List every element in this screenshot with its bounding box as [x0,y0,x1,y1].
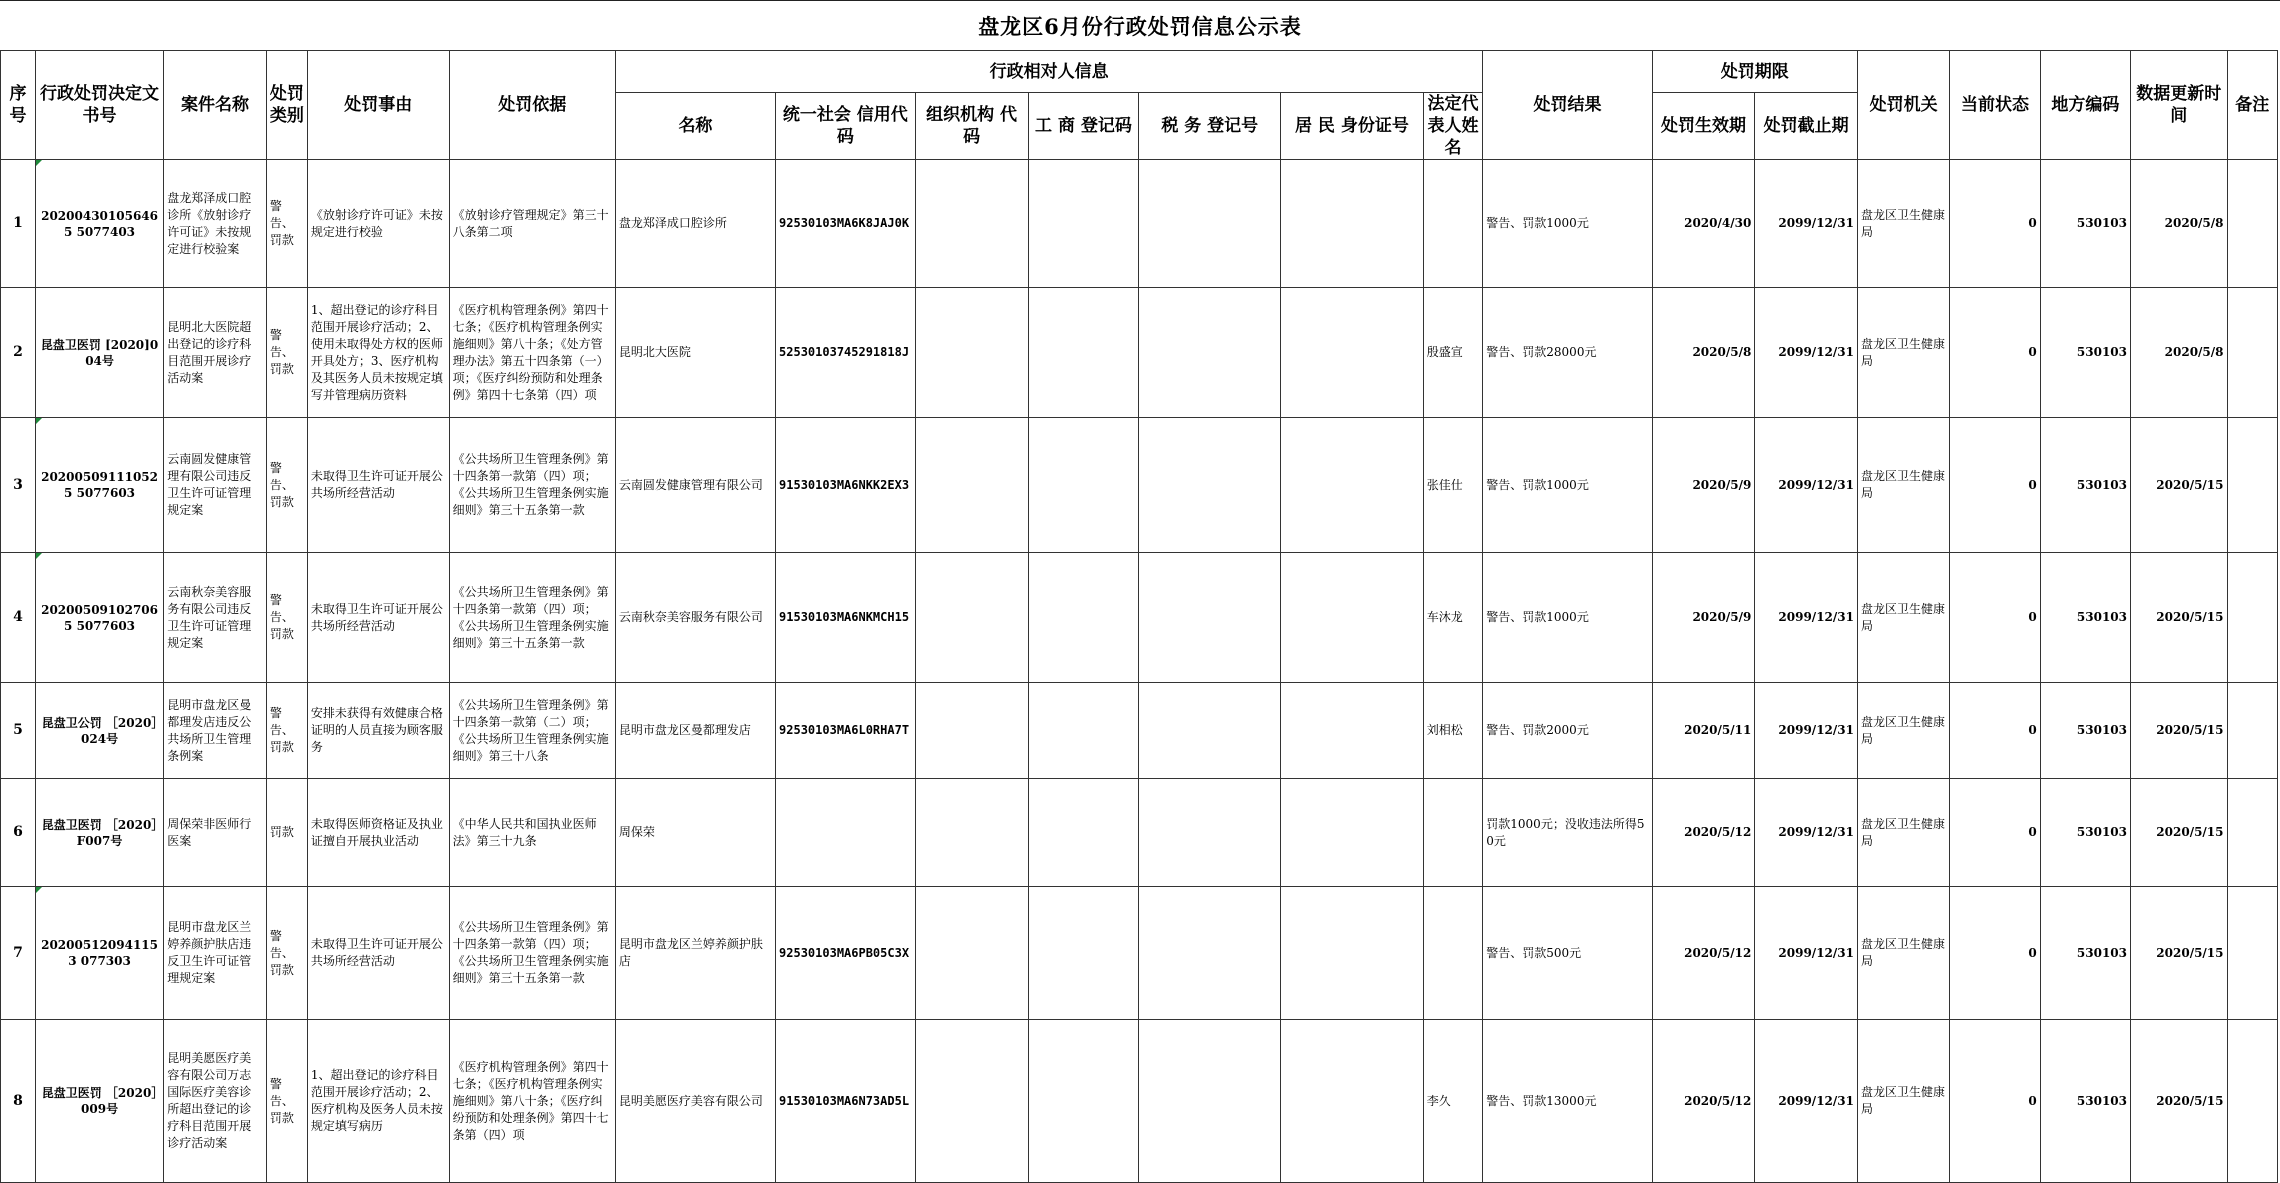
cell-org-code[interactable] [915,779,1028,887]
cell-id-no[interactable] [1281,683,1424,779]
comment-marker-icon [36,418,42,424]
cell-status[interactable]: 0 [1950,288,2040,418]
cell-region[interactable]: 530103 [2040,288,2130,418]
cell-updated[interactable]: 2020/5/8 [2131,160,2228,288]
cell-result[interactable]: 警告、罚款1000元 [1483,418,1652,553]
cell-basis[interactable]: 《公共场所卫生管理条例》第十四条第一款第（四）项；《公共场所卫生管理条例实施细则》第三十五条第一款 [449,887,615,1020]
table-row [1,288,2278,418]
cell-category[interactable]: 罚款 [266,779,307,887]
cell-result[interactable]: 警告、罚款1000元 [1483,553,1652,683]
cell-reason[interactable]: 安排未获得有效健康合格证明的人员直接为顾客服务 [307,683,449,779]
cell-start[interactable]: 2020/5/12 [1652,1020,1755,1183]
cell-party-name[interactable]: 盘龙郑泽成口腔诊所 [615,160,775,288]
cell-party-name[interactable]: 昆明市盘龙区兰婷养颜护肤店 [615,887,775,1020]
cell-credit-code[interactable]: 52530103745291818J [776,288,916,418]
cell-authority[interactable]: 盘龙区卫生健康局 [1857,160,1949,288]
cell-case-name[interactable]: 云南秋奈美容服务有限公司违反卫生许可证管理规定案 [164,553,267,683]
cell-credit-code[interactable]: 91530103MA6NKK2EX3 [776,418,916,553]
cell-status[interactable]: 0 [1950,779,2040,887]
header-org-code[interactable]: 组织机构 代 码 [915,93,1028,160]
cell-case-name[interactable]: 昆明北大医院超出登记的诊疗科目范围开展诊疗活动案 [164,288,267,418]
cell-biz-reg[interactable] [1028,1020,1139,1183]
cell-org-code[interactable] [915,553,1028,683]
cell-id-no[interactable] [1281,887,1424,1020]
table-row [1,160,2278,288]
title-row [0,0,2280,51]
header-region[interactable]: 地方编码 [2040,51,2130,160]
cell-seq[interactable]: 2 [1,288,36,418]
header-biz-reg[interactable]: 工 商 登记码 [1028,93,1139,160]
cell-doc-no[interactable]: 昆盘卫医罚 ［2020］F007号 [35,779,163,887]
cell-region[interactable]: 530103 [2040,160,2130,288]
cell-doc-no[interactable] [35,887,163,1020]
cell-reason[interactable]: 未取得医师资格证及执业证擅自开展执业活动 [307,779,449,887]
cell-reason[interactable]: 1、超出登记的诊疗科目范围开展诊疗活动；2、医疗机构及医务人员未按规定填写病历 [307,1020,449,1183]
cell-credit-code[interactable]: 92530103MA6K8JAJ0K [776,160,916,288]
cell-credit-code[interactable]: 91530103MA6N73AD5L [776,1020,916,1183]
cell-doc-no-text: 202005120941153 077303 [41,938,158,968]
cell-result[interactable]: 警告、罚款2000元 [1483,683,1652,779]
header-authority[interactable]: 处罚机关 [1857,51,1949,160]
cell-end[interactable]: 2099/12/31 [1755,553,1858,683]
cell-result[interactable]: 罚款1000元；没收违法所得50元 [1483,779,1652,887]
cell-party-name[interactable]: 周保荣 [615,779,775,887]
cell-remark[interactable] [2227,288,2277,418]
cell-id-no[interactable] [1281,553,1424,683]
header-party-group[interactable]: 行政相对人信息 [615,51,1482,93]
cell-remark[interactable] [2227,779,2277,887]
header-legal-rep[interactable]: 法定代表人姓名 [1423,93,1483,160]
cell-authority[interactable]: 盘龙区卫生健康局 [1857,418,1949,553]
cell-tax-reg[interactable] [1139,779,1281,887]
cell-authority[interactable]: 盘龙区卫生健康局 [1857,1020,1949,1183]
cell-status[interactable]: 0 [1950,1020,2040,1183]
cell-start[interactable]: 2020/5/12 [1652,887,1755,1020]
cell-doc-no[interactable]: 昆盘卫医罚 [2020]004号 [35,288,163,418]
cell-updated[interactable]: 2020/5/15 [2131,553,2228,683]
cell-end[interactable]: 2099/12/31 [1755,1020,1858,1183]
header-remark[interactable]: 备注 [2227,51,2277,160]
cell-authority[interactable]: 盘龙区卫生健康局 [1857,288,1949,418]
cell-biz-reg[interactable] [1028,418,1139,553]
cell-id-no[interactable] [1281,418,1424,553]
cell-biz-reg[interactable] [1028,887,1139,1020]
cell-updated[interactable]: 2020/5/15 [2131,683,2228,779]
cell-start[interactable]: 2020/4/30 [1652,160,1755,288]
cell-case-name[interactable]: 盘龙郑泽成口腔诊所《放射诊疗许可证》未按规定进行校验案 [164,160,267,288]
penalty-table [0,50,2278,1183]
table-row [1,1020,2278,1183]
table-row [1,887,2278,1020]
cell-seq[interactable]: 4 [1,553,36,683]
cell-doc-no[interactable] [35,553,163,683]
cell-biz-reg[interactable] [1028,160,1139,288]
cell-result[interactable]: 警告、罚款28000元 [1483,288,1652,418]
table-row [1,418,2278,553]
cell-doc-no[interactable]: 昆盘卫公罚 ［2020］024号 [35,683,163,779]
header-doc-no[interactable]: 行政处罚决定文书号 [35,51,163,160]
cell-status[interactable]: 0 [1950,683,2040,779]
cell-region[interactable]: 530103 [2040,553,2130,683]
header-updated[interactable]: 数据更新时间 [2131,51,2228,160]
cell-biz-reg[interactable] [1028,683,1139,779]
header-party-name[interactable]: 名称 [615,93,775,160]
cell-doc-no[interactable] [35,160,163,288]
cell-reason[interactable]: 未取得卫生许可证开展公共场所经营活动 [307,887,449,1020]
cell-legal-rep[interactable] [1423,160,1483,288]
cell-reason[interactable]: 未取得卫生许可证开展公共场所经营活动 [307,418,449,553]
table-row [1,553,2278,683]
cell-status[interactable]: 0 [1950,418,2040,553]
cell-id-no[interactable] [1281,288,1424,418]
cell-party-name[interactable]: 昆明市盘龙区曼都理发店 [615,683,775,779]
cell-party-name[interactable]: 昆明美愿医疗美容有限公司 [615,1020,775,1183]
cell-remark[interactable] [2227,1020,2277,1183]
cell-doc-no[interactable] [35,418,163,553]
cell-remark[interactable] [2227,418,2277,553]
cell-org-code[interactable] [915,683,1028,779]
cell-authority[interactable]: 盘龙区卫生健康局 [1857,553,1949,683]
comment-marker-icon [36,160,42,166]
cell-status[interactable]: 0 [1950,160,2040,288]
cell-basis[interactable]: 《公共场所卫生管理条例》第十四条第一款第（四）项；《公共场所卫生管理条例实施细则》第三十五条第一款 [449,418,615,553]
cell-category[interactable]: 警告、罚款 [266,160,307,288]
cell-legal-rep[interactable]: 车沐龙 [1423,553,1483,683]
cell-biz-reg[interactable] [1028,553,1139,683]
cell-updated[interactable]: 2020/5/15 [2131,887,2228,1020]
cell-updated[interactable]: 2020/5/15 [2131,418,2228,553]
cell-updated[interactable]: 2020/5/15 [2131,1020,2228,1183]
header-status[interactable]: 当前状态 [1950,51,2040,160]
cell-biz-reg[interactable] [1028,288,1139,418]
cell-basis[interactable]: 《医疗机构管理条例》第四十七条；《医疗机构管理条例实施细则》第八十条；《处方管理办法》第五十四条第（一）项；《医疗纠纷预防和处理条例》第四十七条第（四）项 [449,288,615,418]
cell-updated[interactable]: 2020/5/8 [2131,288,2228,418]
header-seq[interactable]: 序号 [1,51,36,160]
cell-reason[interactable]: 《放射诊疗许可证》未按规定进行校验 [307,160,449,288]
cell-status[interactable]: 0 [1950,887,2040,1020]
cell-category[interactable]: 警告、罚款 [266,887,307,1020]
cell-category[interactable]: 警告、罚款 [266,553,307,683]
table-row [1,683,2278,779]
cell-remark[interactable] [2227,683,2277,779]
cell-end[interactable]: 2099/12/31 [1755,418,1858,553]
cell-end[interactable]: 2099/12/31 [1755,887,1858,1020]
table-body [1,160,2278,1183]
comment-marker-icon [36,887,42,893]
cell-start[interactable]: 2020/5/12 [1652,779,1755,887]
cell-legal-rep[interactable]: 刘相松 [1423,683,1483,779]
cell-credit-code[interactable]: 92530103MA6L0RHA7T [776,683,916,779]
cell-org-code[interactable] [915,160,1028,288]
cell-authority[interactable]: 盘龙区卫生健康局 [1857,887,1949,1020]
header-basis[interactable]: 处罚依据 [449,51,615,160]
cell-credit-code[interactable]: 92530103MA6PB05C3X [776,887,916,1020]
cell-updated[interactable]: 2020/5/15 [2131,779,2228,887]
cell-legal-rep[interactable]: 李久 [1423,1020,1483,1183]
cell-legal-rep[interactable] [1423,779,1483,887]
cell-result[interactable]: 警告、罚款1000元 [1483,160,1652,288]
cell-category[interactable]: 警告、罚款 [266,683,307,779]
cell-status[interactable]: 0 [1950,553,2040,683]
cell-party-name[interactable]: 云南圆发健康管理有限公司 [615,418,775,553]
header-tax-reg[interactable]: 税 务 登记号 [1139,93,1281,160]
cell-seq[interactable]: 5 [1,683,36,779]
cell-start[interactable]: 2020/5/11 [1652,683,1755,779]
cell-result[interactable]: 警告、罚款500元 [1483,887,1652,1020]
cell-doc-no[interactable]: 昆盘卫医罚 ［2020］009号 [35,1020,163,1183]
cell-case-name[interactable]: 周保荣非医师行医案 [164,779,267,887]
cell-region[interactable]: 530103 [2040,779,2130,887]
cell-end[interactable]: 2099/12/31 [1755,288,1858,418]
cell-tax-reg[interactable] [1139,418,1281,553]
cell-result[interactable]: 警告、罚款13000元 [1483,1020,1652,1183]
cell-end[interactable]: 2099/12/31 [1755,160,1858,288]
cell-seq[interactable]: 6 [1,779,36,887]
cell-category[interactable]: 警告、罚款 [266,288,307,418]
cell-case-name[interactable]: 昆明市盘龙区兰婷养颜护肤店违反卫生许可证管理规定案 [164,887,267,1020]
cell-id-no[interactable] [1281,1020,1424,1183]
cell-seq[interactable]: 3 [1,418,36,553]
cell-basis[interactable]: 《放射诊疗管理规定》第三十八条第二项 [449,160,615,288]
cell-seq[interactable]: 1 [1,160,36,288]
header-start[interactable]: 处罚生效期 [1652,93,1755,160]
cell-org-code[interactable] [915,288,1028,418]
cell-org-code[interactable] [915,1020,1028,1183]
cell-basis[interactable]: 《公共场所卫生管理条例》第十四条第一款第（四）项；《公共场所卫生管理条例实施细则》第三十五条第一款 [449,553,615,683]
cell-legal-rep[interactable] [1423,887,1483,1020]
cell-end[interactable]: 2099/12/31 [1755,779,1858,887]
header-category[interactable]: 处罚类别 [266,51,307,160]
page-title: 盘龙区6月份行政处罚信息公示表 [978,14,1302,39]
cell-start[interactable]: 2020/5/9 [1652,418,1755,553]
cell-credit-code[interactable] [776,779,916,887]
cell-biz-reg[interactable] [1028,779,1139,887]
comment-marker-icon [36,553,42,559]
table-row [1,779,2278,887]
cell-reason[interactable]: 未取得卫生许可证开展公共场所经营活动 [307,553,449,683]
cell-region[interactable]: 530103 [2040,887,2130,1020]
cell-case-name[interactable]: 昆明市盘龙区曼都理发店违反公共场所卫生管理条例案 [164,683,267,779]
cell-tax-reg[interactable] [1139,553,1281,683]
header-period-group[interactable]: 处罚期限 [1652,51,1857,93]
cell-legal-rep[interactable]: 殷盛宣 [1423,288,1483,418]
cell-tax-reg[interactable] [1139,160,1281,288]
cell-org-code[interactable] [915,418,1028,553]
cell-doc-no-text: 202005091027065 5077603 [41,602,158,633]
cell-doc-no-text: 202004301056465 5077403 [41,208,158,239]
cell-doc-no-text: 202005091110525 5077603 [41,470,158,500]
cell-tax-reg[interactable] [1139,683,1281,779]
header-result[interactable]: 处罚结果 [1483,51,1652,160]
header-id-no[interactable]: 居 民 身份证号 [1281,93,1424,160]
cell-tax-reg[interactable] [1139,288,1281,418]
cell-id-no[interactable] [1281,779,1424,887]
cell-case-name[interactable]: 昆明美愿医疗美容有限公司万志国际医疗美容诊所超出登记的诊疗科目范围开展诊疗活动案 [164,1020,267,1183]
cell-category[interactable]: 警告、罚款 [266,1020,307,1183]
cell-id-no[interactable] [1281,160,1424,288]
cell-remark[interactable] [2227,160,2277,288]
cell-region[interactable]: 530103 [2040,418,2130,553]
cell-tax-reg[interactable] [1139,887,1281,1020]
header-case-name[interactable]: 案件名称 [164,51,267,160]
cell-remark[interactable] [2227,887,2277,1020]
cell-region[interactable]: 530103 [2040,1020,2130,1183]
cell-seq[interactable]: 7 [1,887,36,1020]
cell-legal-rep[interactable]: 张佳仕 [1423,418,1483,553]
cell-start[interactable]: 2020/5/8 [1652,288,1755,418]
cell-basis[interactable]: 《中华人民共和国执业医师法》第三十九条 [449,779,615,887]
cell-basis[interactable]: 《医疗机构管理条例》第四十七条；《医疗机构管理条例实施细则》第八十条；《医疗纠纷预防和处理条例》第四十七条第（四）项 [449,1020,615,1183]
cell-tax-reg[interactable] [1139,1020,1281,1183]
cell-category[interactable]: 警告、罚款 [266,418,307,553]
cell-credit-code[interactable]: 91530103MA6NKMCH15 [776,553,916,683]
cell-seq[interactable]: 8 [1,1020,36,1183]
cell-reason[interactable]: 1、超出登记的诊疗科目范围开展诊疗活动；2、使用未取得处方权的医师开具处方；3、医疗机构及其医务人员未按规定填写并管理病历资料 [307,288,449,418]
cell-basis[interactable]: 《公共场所卫生管理条例》第十四条第一款第（二）项；《公共场所卫生管理条例实施细则》第三十八条 [449,683,615,779]
header-reason[interactable]: 处罚事由 [307,51,449,160]
cell-remark[interactable] [2227,553,2277,683]
header-end[interactable]: 处罚截止期 [1755,93,1858,160]
cell-authority[interactable]: 盘龙区卫生健康局 [1857,683,1949,779]
cell-end[interactable]: 2099/12/31 [1755,683,1858,779]
header-credit-code[interactable]: 统一社会 信用代码 [776,93,916,160]
cell-org-code[interactable] [915,887,1028,1020]
cell-party-name[interactable]: 昆明北大医院 [615,288,775,418]
cell-authority[interactable]: 盘龙区卫生健康局 [1857,779,1949,887]
cell-party-name[interactable]: 云南秋奈美容服务有限公司 [615,553,775,683]
cell-start[interactable]: 2020/5/9 [1652,553,1755,683]
cell-region[interactable]: 530103 [2040,683,2130,779]
cell-case-name[interactable]: 云南圆发健康管理有限公司违反卫生许可证管理规定案 [164,418,267,553]
